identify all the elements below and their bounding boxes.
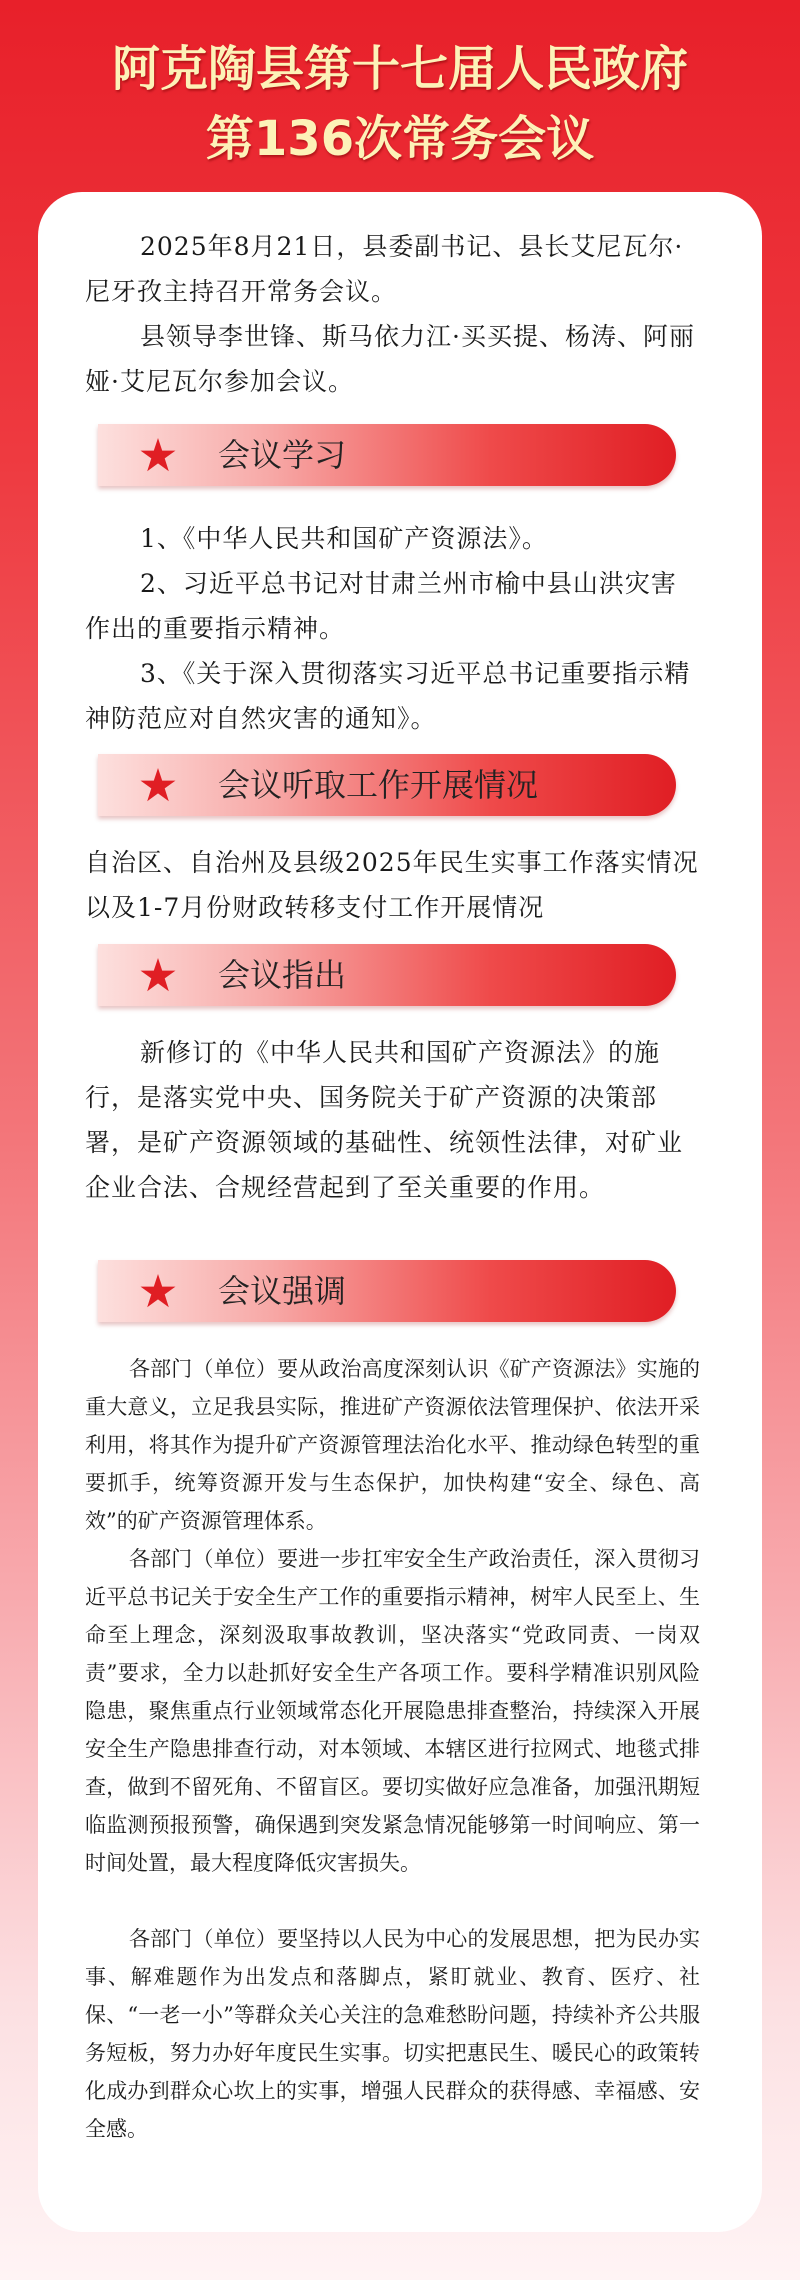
emphasis-paragraph-livelihood: 各部门（单位）要坚持以人民为中心的发展思想，把为民办实事、解难题作为出发点和落脚点，紧盯就业、教育、医疗、社保、“一老一小”等群众关心关注的急难愁盼问题，持续补齐公共服务短板，努力办好年度民生实事。切实把惠民生、暖民心的政策转化成办到群众心坎上的实事，增强人民群众的获得感、幸福感、安全感。 [85,1927,700,2141]
star-icon [140,438,176,472]
point-text: 新修订的《中华人民共和国矿产资源法》的施行，是落实党中央、国务院关于矿产资源的决策部署，是矿产资源领域的基础性、统领性法律，对矿业企业合法、合规经营起到了至关重要的作用。 [85,1038,684,1202]
section-header-hear [98,754,676,816]
emphasis-paragraph-safety: 各部门（单位）要进一步扛牢安全生产政治责任，深入贯彻习近平总书记关于安全生产工作的重要指示精神，树牢人民至上、生命至上理念，深刻汲取事故教训，坚决落实“党政同责、一岗双责”要求，全力以赴抓好安全生产各项工作。要科学精准识别风险隐患，聚焦重点行业领域常态化开展隐患排查整治，持续深入开展安全生产隐患排查行动，对本领域、本辖区进行拉网式、地毯式排查，做到不留死角、不留盲区。要切实做好应急准备，加强汛期短临监测预报预警，确保遇到突发紧急情况能够第一时间响应、第一时间处置，最大程度降低灾害损失。 [85,1547,700,1875]
section-label: 会议强调 [218,1272,347,1310]
section-label: 会议听取工作开展情况 [218,766,539,804]
section-header-point [98,944,676,1006]
star-icon [140,1274,176,1308]
study-item-2: 2、习近平总书记对甘肃兰州市榆中县山洪灾害作出的重要指示精神。 [85,569,677,643]
star-icon [140,958,176,992]
section-header-study [98,424,676,486]
emphasis-paragraph-mineral: 各部门（单位）要从政治高度深刻认识《矿产资源法》实施的重大意义，立足我县实际，推进矿产资源依法管理保护、依法开采利用，将其作为提升矿产资源管理法治化水平、推动绿色转型的重要抓手，统筹资源开发与生态保护，加快构建“安全、绿色、高效”的矿产资源管理体系。 [85,1357,700,1533]
study-item-3: 3、《关于深入贯彻落实习近平总书记重要指示精神防范应对自然灾害的通知》。 [85,659,691,733]
hear-text: 自治区、自治州及县级2025年民生实事工作落实情况以及1-7月份财政转移支付工作开展情况 [85,848,699,922]
star-icon [140,768,176,802]
study-item-1: 1、《中华人民共和国矿产资源法》。 [140,524,548,553]
section-label: 会议指出 [218,956,347,994]
section-label: 会议学习 [218,436,347,474]
section-header-emphasis [98,1260,676,1322]
page-title-line2: 第136次常务会议 [205,111,595,167]
intro-paragraph-attendees: 县领导李世锋、斯马依力江·买买提、杨涛、阿丽娅·艾尼瓦尔参加会议。 [85,322,695,396]
intro-paragraph-chair: 2025年8月21日，县委副书记、县长艾尼瓦尔·尼牙孜主持召开常务会议。 [85,232,684,306]
page-title-line1: 阿克陶县第十七届人民政府 [111,41,688,97]
